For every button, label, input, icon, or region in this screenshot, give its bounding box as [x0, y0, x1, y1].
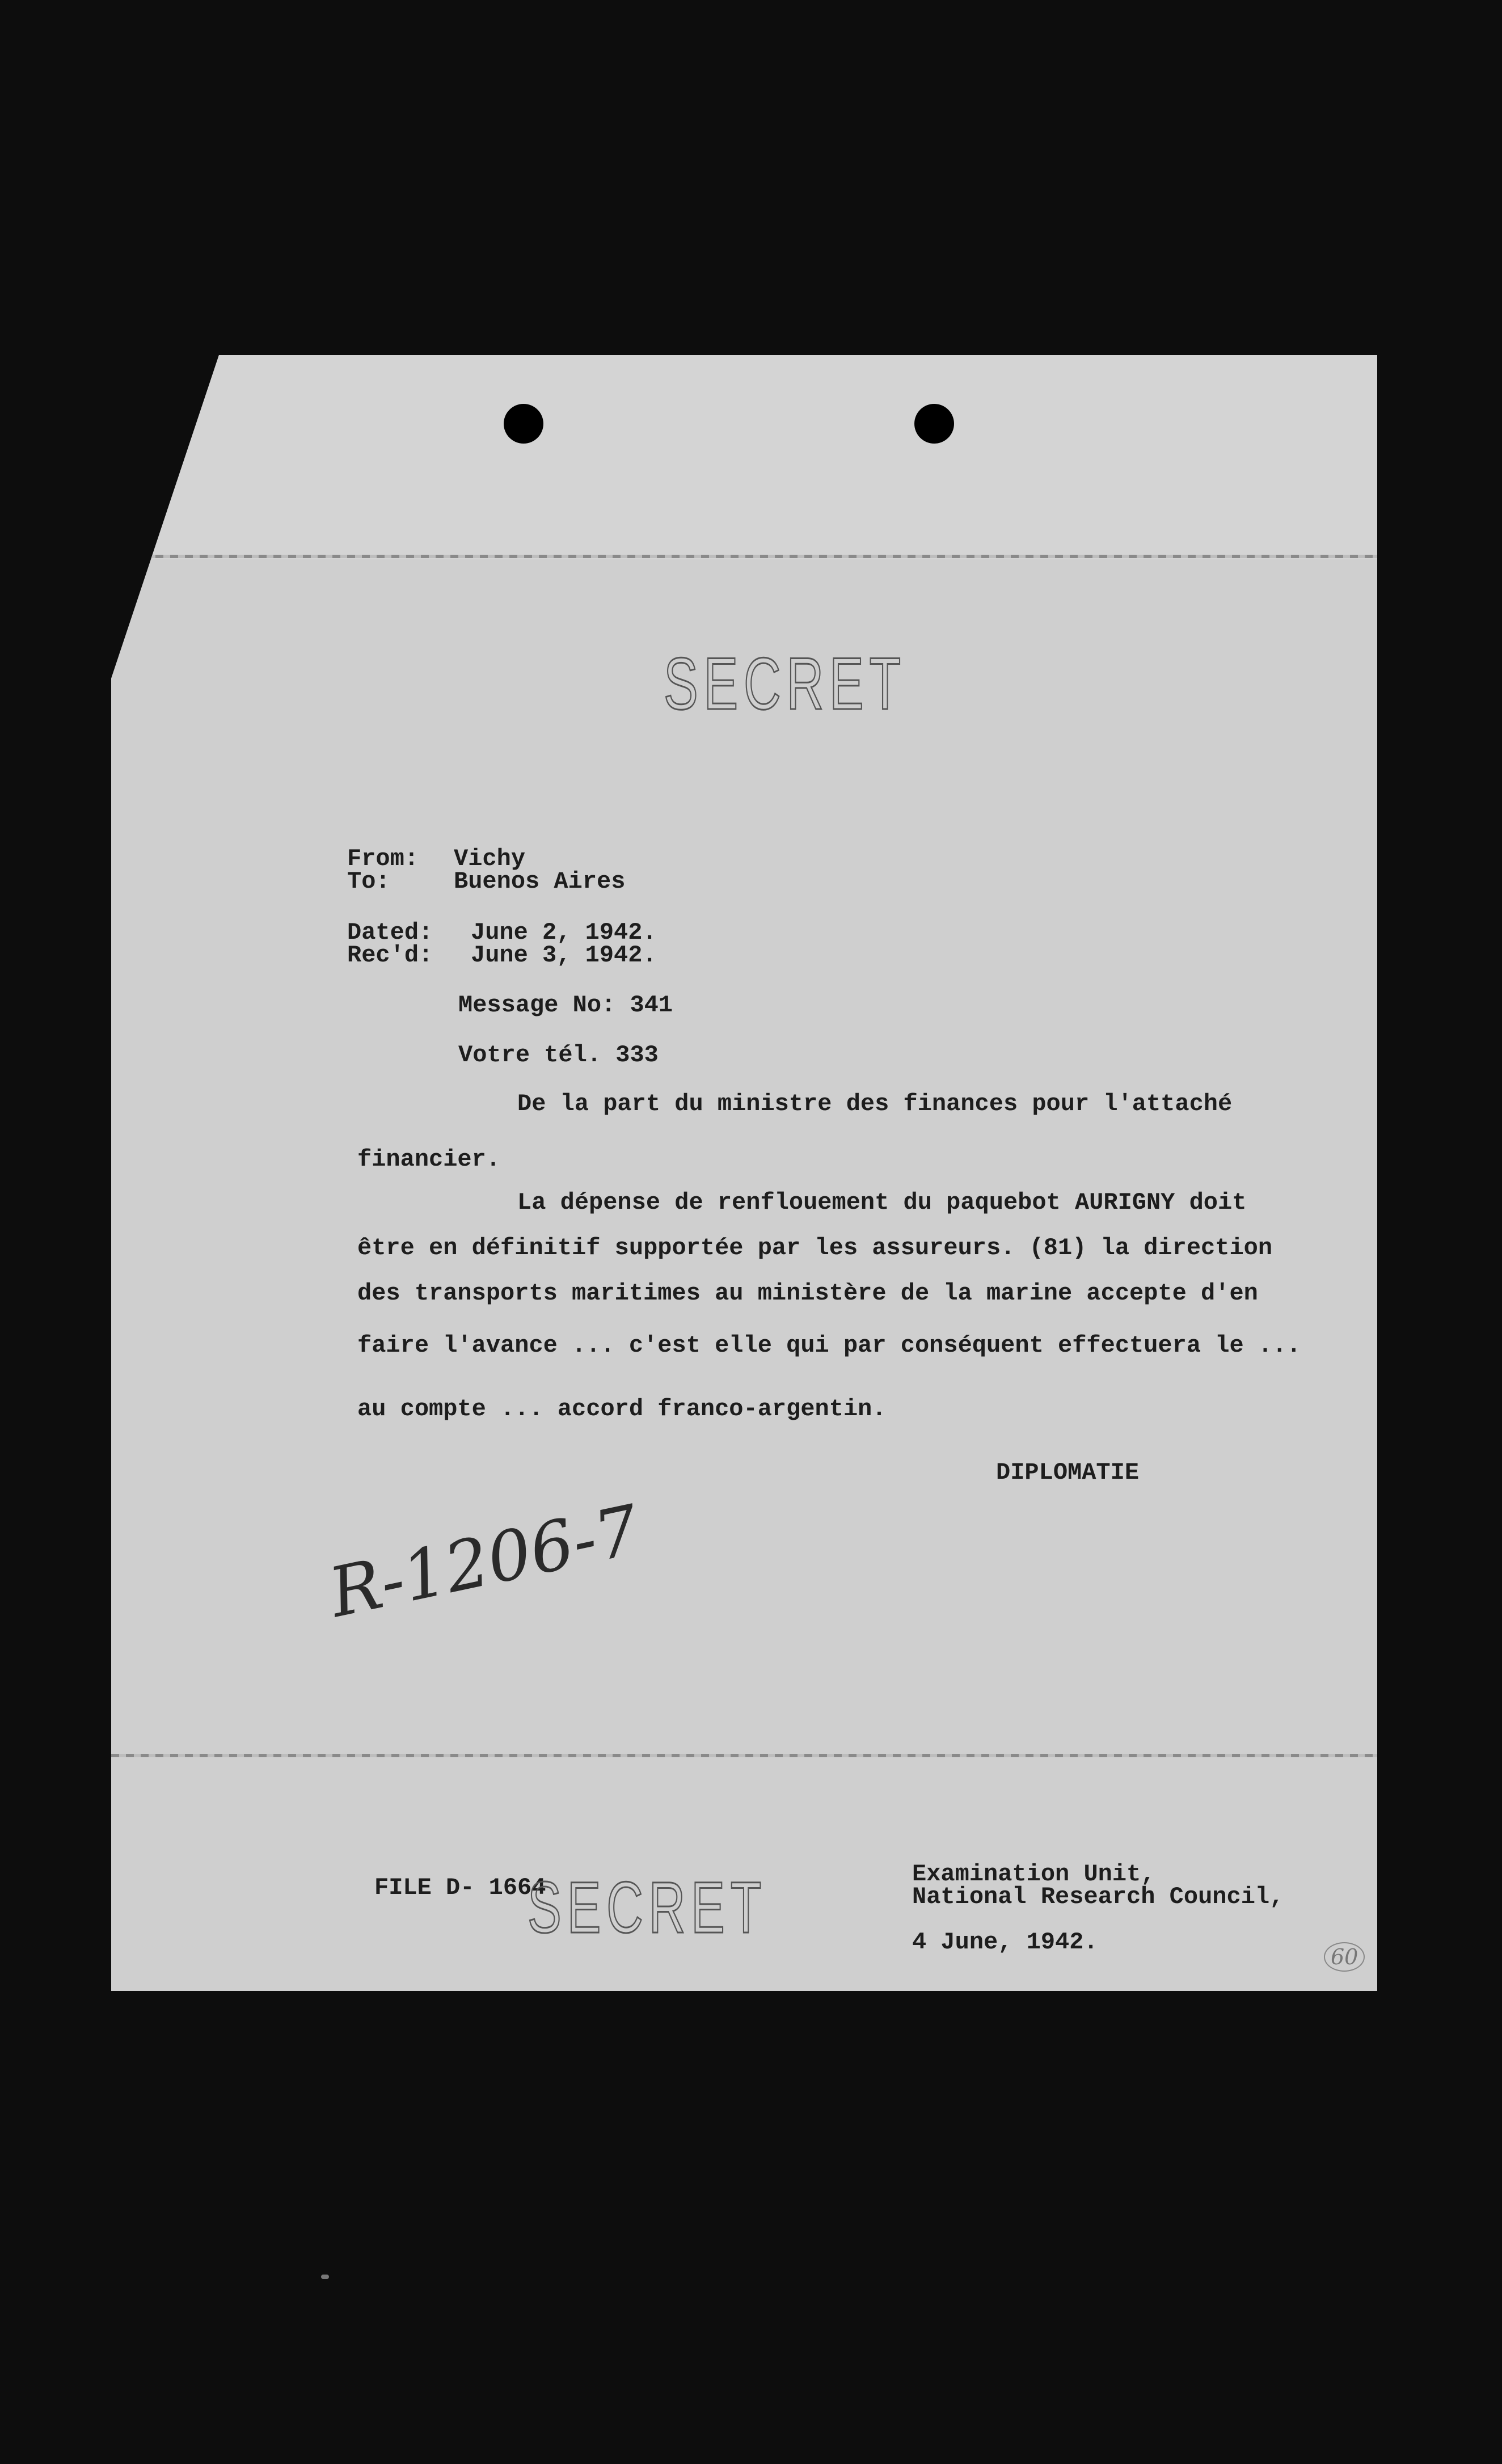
body-line: faire l'avance ... c'est elle qui par conséquent effectuera le ... [357, 1332, 1301, 1359]
dated-value: June 2, 1942. [471, 919, 657, 946]
research-council: National Research Council, [912, 1883, 1284, 1910]
from-value: Vichy [454, 845, 526, 872]
secret-stamp-bottom: SECRET [528, 1867, 767, 1948]
dated-label: Dated: [347, 919, 433, 946]
dust-speck [321, 2275, 329, 2279]
file-number: FILE D- 1664 [374, 1874, 546, 1901]
body-line: La dépense de renflouement du paquebot AURIGNY doit [517, 1189, 1247, 1216]
reference-telegram: Votre tél. 333 [458, 1041, 659, 1069]
body-line: être en définitif supportée par les assureurs. (81) la direction [357, 1234, 1273, 1261]
body-line: des transports maritimes au ministère de la marine accepte d'en [357, 1280, 1258, 1307]
body-line: au compte ... accord franco-argentin. [357, 1395, 887, 1423]
upper-crease [111, 555, 1377, 558]
from-label: From: [347, 845, 419, 872]
document-page [111, 355, 1377, 1991]
examination-unit: Examination Unit, [912, 1860, 1155, 1888]
punch-hole-left [504, 404, 543, 444]
body-line: De la part du ministre des finances pour l'attaché [517, 1090, 1233, 1117]
lower-crease [111, 1754, 1377, 1757]
punch-hole-right [914, 404, 954, 444]
top-strip [111, 355, 1377, 559]
recd-label: Rec'd: [347, 942, 433, 969]
body-line: financier. [357, 1146, 501, 1173]
pencil-mark: 60 [1324, 1942, 1365, 1972]
recd-value: June 3, 1942. [471, 942, 657, 969]
to-value: Buenos Aires [454, 868, 626, 895]
message-number: Message No: 341 [458, 991, 673, 1019]
to-label: To: [347, 868, 390, 895]
secret-stamp-top: SECRET [664, 642, 906, 725]
footer-date: 4 June, 1942. [912, 1929, 1098, 1956]
signature: DIPLOMATIE [996, 1459, 1140, 1486]
handwritten-reference: R-1206-7 [323, 1491, 647, 1633]
